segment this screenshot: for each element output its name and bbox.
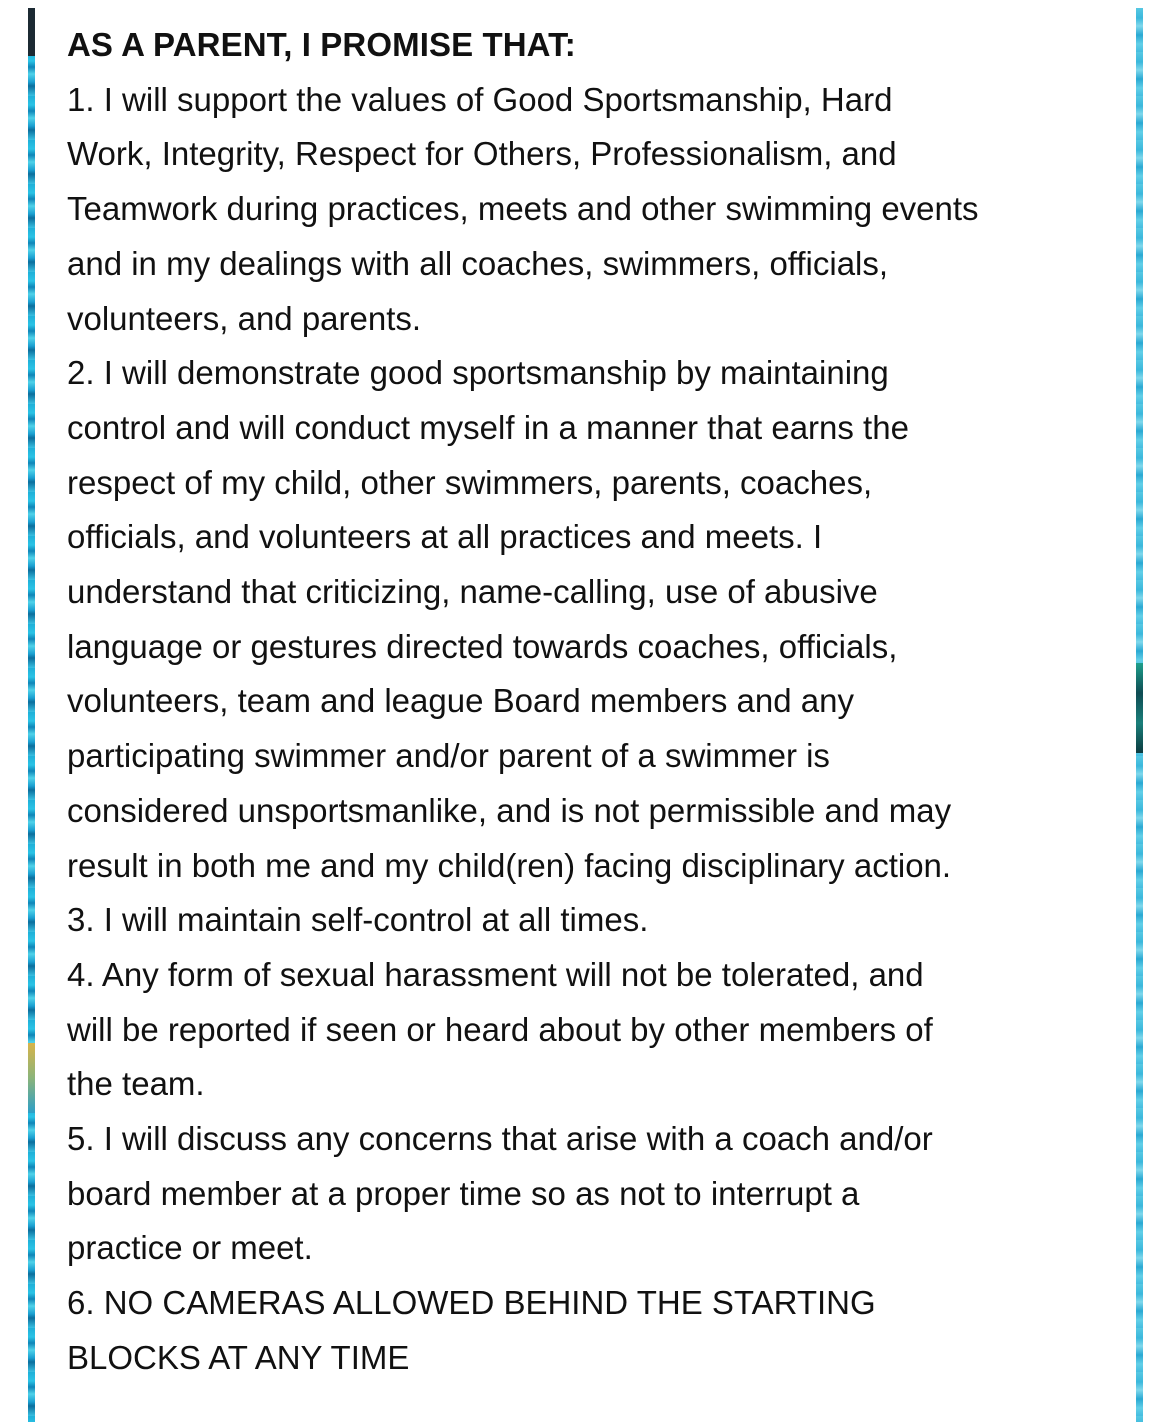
promise-text-line: Teamwork during practices, meets and other swimming events: [67, 190, 979, 228]
right-border-color-spot: [1136, 663, 1143, 753]
promise-text-line: and in my dealings with all coaches, swimmers, officials,: [67, 244, 889, 282]
document-heading: AS A PARENT, I PROMISE THAT:: [67, 26, 576, 63]
promise-text-line: 2. I will demonstrate good sportsmanship by maintaining: [67, 354, 889, 392]
promise-text-line: 6. NO CAMERAS ALLOWED BEHIND THE STARTING: [67, 1284, 876, 1322]
promise-item-5: [67, 1112, 1131, 1276]
promise-text-line: 5. I will discuss any concerns that arise with a coach and/or: [67, 1120, 933, 1158]
promise-text-line: control and will conduct myself in a manner that earns the: [67, 408, 909, 446]
promise-text-line: considered unsportsmanlike, and is not permissible and may: [67, 791, 952, 829]
promise-item-1: [67, 73, 1131, 347]
promise-text-line: respect of my child, other swimmers, parents, coaches,: [67, 463, 873, 501]
promise-text-line: understand that criticizing, name-calling, use of abusive: [67, 573, 878, 611]
left-border-color-spot: [28, 1043, 35, 1113]
left-border-dark-segment: [28, 8, 35, 56]
promise-text-line: BLOCKS AT ANY TIME: [67, 1338, 410, 1376]
left-border-strip: [28, 8, 35, 1422]
promise-item-6: [67, 1276, 1131, 1385]
promise-item-3: [67, 893, 1131, 948]
parent-promise-document: [67, 18, 1131, 1386]
right-border-strip: [1136, 8, 1143, 1422]
promise-item-4: [67, 948, 1131, 1112]
promise-list: [67, 73, 1131, 1386]
promise-text-line: Work, Integrity, Respect for Others, Professionalism, and: [67, 135, 897, 173]
promise-text-line: participating swimmer and/or parent of a swimmer is: [67, 737, 830, 775]
promise-text-line: practice or meet.: [67, 1229, 313, 1267]
promise-text-line: officials, and volunteers at all practices and meets. I: [67, 518, 823, 556]
promise-text-line: 1. I will support the values of Good Sportsmanship, Hard: [67, 80, 893, 118]
promise-text-line: the team.: [67, 1065, 205, 1103]
promise-text-line: language or gestures directed towards coaches, officials,: [67, 627, 898, 665]
promise-text-line: result in both me and my child(ren) facing disciplinary action.: [67, 846, 952, 884]
promise-text-line: 4. Any form of sexual harassment will not be tolerated, and: [67, 955, 924, 993]
promise-text-line: will be reported if seen or heard about by other members of: [67, 1010, 933, 1048]
promise-text-line: volunteers, team and league Board members and any: [67, 682, 854, 720]
promise-text-line: volunteers, and parents.: [67, 299, 422, 337]
promise-text-line: 3. I will maintain self-control at all times.: [67, 901, 649, 939]
promise-text-line: board member at a proper time so as not to interrupt a: [67, 1174, 860, 1212]
promise-item-2: [67, 346, 1131, 893]
